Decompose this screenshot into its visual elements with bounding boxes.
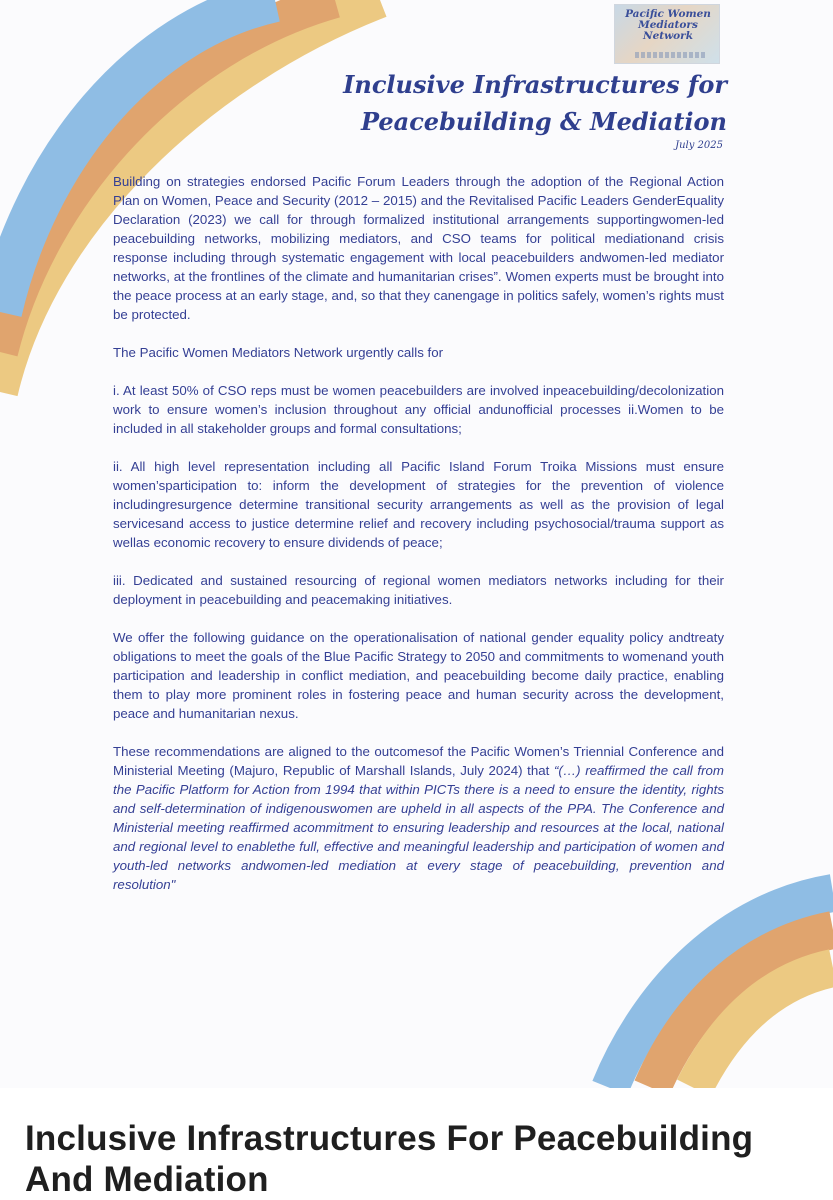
- document-title-line1: Inclusive Infrastructures for: [343, 70, 727, 99]
- network-logo: [614, 4, 720, 64]
- paragraph-recommendations: [113, 742, 724, 894]
- document-title: [247, 66, 727, 140]
- document-body: [113, 172, 724, 913]
- paragraph-point-iii: iii. Dedicated and sustained resourcing of regional women mediators networks including for their deployment in peacebuilding and peacemaking initiatives.: [113, 573, 724, 607]
- paragraph-point-ii: ii. All high level representation including all Pacific Island Forum Troika Missions must ensure women’sparticipation to: inform the development of strategies for the prevention of violence includingresurgence determine transitional security arrangements as well as the provision of legal servicesand access to justice determine relief and recovery including psychosocial/trauma support as wellas economic recovery to ensure dividends of peace;: [113, 459, 724, 550]
- logo-tagline-mark: [635, 52, 705, 58]
- paragraph-guidance: We offer the following guidance on the operationalisation of national gender equality policy andtreaty obligations to meet the goals of the Blue Pacific Strategy to 2050 and commitments to womenand youth participation and leadership in conflict mediation, and peacebuilding become daily practice, enabling them to play more prominent roles in fostering peace and human security across the development, peace and humanitarian nexus.: [113, 630, 724, 721]
- document-title-line2: Peacebuilding & Mediation: [360, 107, 727, 136]
- recommendations-quote: “(…) reaffirmed the call from the Pacific Platform for Action from 1994 that within PICTs there is a need to ensure the identity, rights and self-determination of indigenouswomen are upheld in all aspects of the PPA. The Conference and Ministerial meeting reaffirmed acommitment to ensuring leadership and resources at the local, national and regional level to enablethe full, effective and meaningful leadership and participation of women and youth-led networks andwomen-led mediation at every stage of peacebuilding, prevention and resolution": [113, 763, 724, 892]
- recommendations-intro: These recommendations are aligned to the outcomesof the Pacific Women’s Triennial Conference and Ministerial Meeting (Majuro, Republic of Marshall Islands, July 2024) that: [113, 744, 724, 778]
- paragraph-calls-for: The Pacific Women Mediators Network urgently calls for: [113, 345, 444, 360]
- document-date: July 2025: [675, 140, 723, 151]
- logo-text: Pacific Women Mediators Network: [625, 8, 711, 42]
- paragraph-point-i: i. At least 50% of CSO reps must be women peacebuilders are involved inpeacebuilding/decolonization work to ensure women’s inclusion throughout any official andunofficial processes ii.Women to be included in all stakeholder groups and formal consultations;: [113, 383, 724, 436]
- page-title: Inclusive Infrastructures For Peacebuilding And Mediation: [25, 1119, 754, 1199]
- paragraph-intro: Building on strategies endorsed Pacific Forum Leaders through the adoption of the Regional Action Plan on Women, Peace and Security (2012 – 2015) and the Revitalised Pacific Leaders GenderEquality Declaration (2023) we call for through formalized institutional arrangements supportingwomen-led peacebuilding networks, mobilizing mediators, and CSO teams for political mediationand crisis response including through systematic engagement with local peacebuilders andwomen-led mediator networks, at the frontlines of the climate and humanitarian crises”. Women experts must be brought into the peace process at an early stage, and, so that they canengage in politics safely, women’s rights must be protected.: [113, 174, 724, 322]
